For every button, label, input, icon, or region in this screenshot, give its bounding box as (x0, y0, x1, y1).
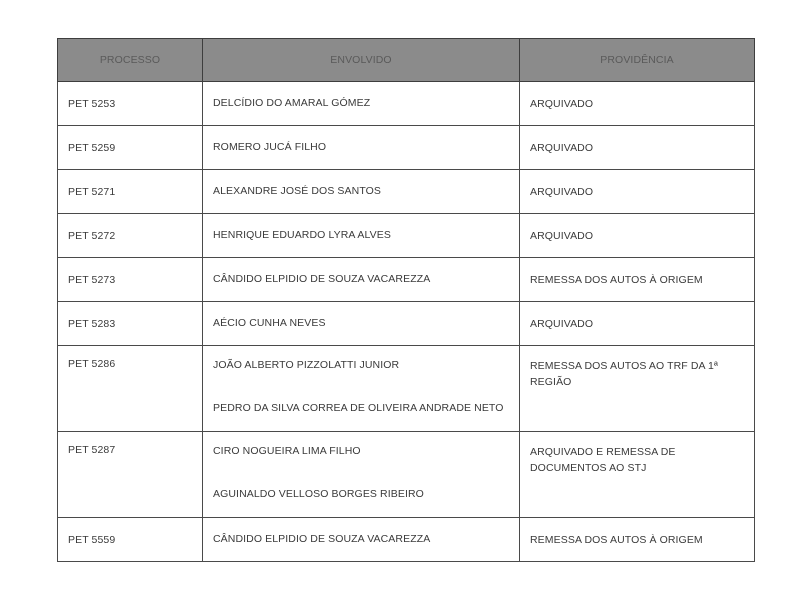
envolvido-name: DELCÍDIO DO AMARAL GÓMEZ (213, 97, 371, 109)
table-row (58, 432, 755, 518)
cell-processo: PET 5286 (58, 346, 203, 432)
cell-providencia (520, 214, 755, 258)
cell-processo: PET 5259 (58, 126, 203, 170)
cell-envolvido (203, 302, 520, 346)
envolvido-name: AÉCIO CUNHA NEVES (213, 317, 326, 329)
cell-processo: PET 5287 (58, 432, 203, 518)
cell-envolvido (203, 518, 520, 562)
table-body (58, 82, 755, 562)
header-providencia: PROVIDÊNCIA (520, 39, 755, 82)
table-header (58, 39, 755, 82)
cell-envolvido (203, 346, 520, 432)
providencia-text: REMESSA DOS AUTOS À ORIGEM (530, 533, 703, 546)
header-envolvido: ENVOLVIDO (203, 39, 520, 82)
header-processo: PROCESSO (58, 39, 203, 82)
table-row (58, 258, 755, 302)
cell-providencia (520, 258, 755, 302)
cell-providencia (520, 170, 755, 214)
cell-processo: PET 5559 (58, 518, 203, 562)
table-row (58, 518, 755, 562)
envolvido-name: PEDRO DA SILVA CORREA DE OLIVEIRA ANDRADE NETO (213, 402, 504, 414)
cell-processo: PET 5272 (58, 214, 203, 258)
cell-envolvido (203, 170, 520, 214)
envolvido-name: CIRO NOGUEIRA LIMA FILHO (213, 445, 361, 457)
cell-providencia (520, 518, 755, 562)
cell-envolvido (203, 126, 520, 170)
envolvido-name: ROMERO JUCÁ FILHO (213, 141, 327, 153)
providencia-text: ARQUIVADO (530, 141, 594, 154)
envolvido-name: AGUINALDO VELLOSO BORGES RIBEIRO (213, 488, 424, 500)
table-row (58, 214, 755, 258)
cell-providencia (520, 302, 755, 346)
providencia-text: ARQUIVADO (530, 97, 594, 110)
cell-processo: PET 5273 (58, 258, 203, 302)
cell-envolvido (203, 82, 520, 126)
envolvido-name: HENRIQUE EDUARDO LYRA ALVES (213, 229, 391, 241)
table-row (58, 346, 755, 432)
cell-providencia (520, 82, 755, 126)
providencia-text: ARQUIVADO (530, 317, 594, 330)
table-row (58, 82, 755, 126)
table-row (58, 302, 755, 346)
envolvido-name: CÂNDIDO ELPIDIO DE SOUZA VACAREZZA (213, 533, 431, 545)
table-row (58, 170, 755, 214)
process-table-container (57, 38, 754, 562)
cell-processo: PET 5253 (58, 82, 203, 126)
cell-envolvido (203, 432, 520, 518)
envolvido-name: JOÃO ALBERTO PIZZOLATTI JUNIOR (213, 359, 400, 371)
table-row (58, 126, 755, 170)
cell-providencia (520, 126, 755, 170)
cell-providencia (520, 432, 755, 518)
envolvido-name: ALEXANDRE JOSÉ DOS SANTOS (213, 185, 382, 197)
process-table (57, 38, 755, 562)
cell-providencia (520, 346, 755, 432)
cell-envolvido (203, 214, 520, 258)
providencia-text: REMESSA DOS AUTOS À ORIGEM (530, 273, 703, 286)
providencia-text: ARQUIVADO E REMESSA DE DOCUMENTOS AO STJ (530, 446, 676, 474)
envolvido-name: CÂNDIDO ELPIDIO DE SOUZA VACAREZZA (213, 273, 431, 285)
cell-processo: PET 5283 (58, 302, 203, 346)
cell-processo: PET 5271 (58, 170, 203, 214)
providencia-text: ARQUIVADO (530, 229, 594, 242)
providencia-text: ARQUIVADO (530, 185, 594, 198)
cell-envolvido (203, 258, 520, 302)
header-row (58, 39, 755, 82)
providencia-text: REMESSA DOS AUTOS AO TRF DA 1ª REGIÃO (530, 360, 718, 388)
